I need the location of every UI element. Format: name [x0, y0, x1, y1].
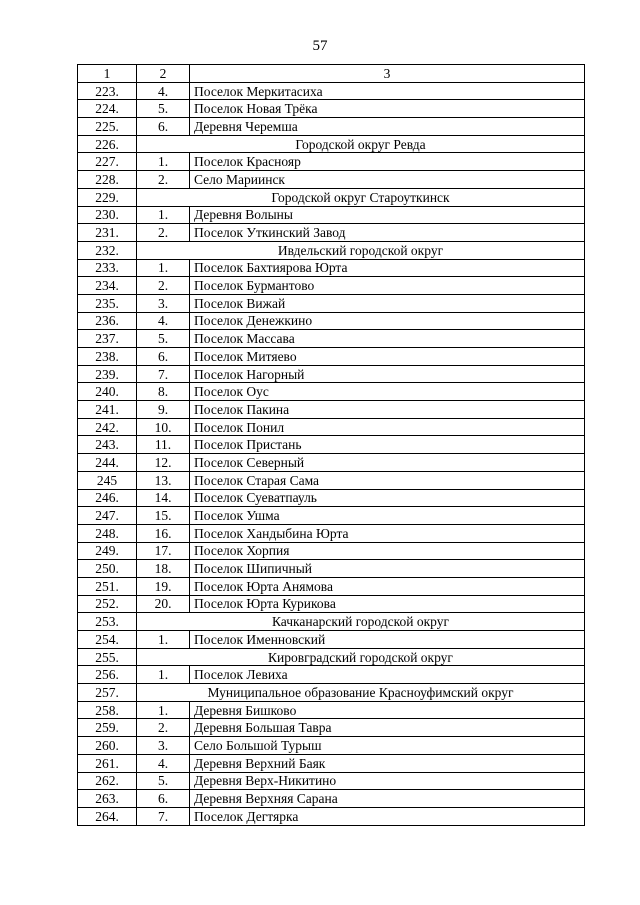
- row-number: 262.: [78, 772, 137, 790]
- row-number: 261.: [78, 754, 137, 772]
- settlement-name: Деревня Большая Тавра: [190, 719, 585, 737]
- settlement-name: Поселок Пакина: [190, 401, 585, 419]
- table-row: [78, 560, 585, 578]
- local-number: 1.: [137, 631, 190, 649]
- local-number: 16.: [137, 524, 190, 542]
- row-number: 240.: [78, 383, 137, 401]
- local-number: 5.: [137, 330, 190, 348]
- row-number: 238.: [78, 348, 137, 366]
- row-number: 258.: [78, 701, 137, 719]
- row-number: 254.: [78, 631, 137, 649]
- settlement-name: Поселок Шипичный: [190, 560, 585, 578]
- table-row: [78, 471, 585, 489]
- row-number: 253.: [78, 613, 137, 631]
- row-number: 250.: [78, 560, 137, 578]
- table-row: [78, 790, 585, 808]
- settlement-name: Поселок Меркитасиха: [190, 82, 585, 100]
- row-number: 233.: [78, 259, 137, 277]
- settlement-name: Деревня Верхний Баяк: [190, 754, 585, 772]
- local-number: 3.: [137, 737, 190, 755]
- local-number: 15.: [137, 507, 190, 525]
- section-row: [78, 684, 585, 702]
- row-number: 229.: [78, 188, 137, 206]
- local-number: 4.: [137, 754, 190, 772]
- section-title: Городской округ Ревда: [137, 135, 585, 153]
- settlement-name: Поселок Нагорный: [190, 365, 585, 383]
- header-col-1: 1: [78, 65, 137, 83]
- table-row: [78, 206, 585, 224]
- local-number: 1.: [137, 701, 190, 719]
- local-number: 7.: [137, 365, 190, 383]
- row-number: 237.: [78, 330, 137, 348]
- page-number: 57: [312, 38, 328, 54]
- local-number: 14.: [137, 489, 190, 507]
- table-row: [78, 294, 585, 312]
- row-number: 224.: [78, 100, 137, 118]
- row-number: 242.: [78, 418, 137, 436]
- settlement-name: Поселок Бахтиярова Юрта: [190, 259, 585, 277]
- row-number: 255.: [78, 648, 137, 666]
- settlement-name: Деревня Черемша: [190, 118, 585, 136]
- table-row: [78, 701, 585, 719]
- section-title: Ивдельский городской округ: [137, 241, 585, 259]
- row-number: 244.: [78, 454, 137, 472]
- row-number: 231.: [78, 224, 137, 242]
- row-number: 239.: [78, 365, 137, 383]
- row-number: 226.: [78, 135, 137, 153]
- settlement-name: Поселок Митяево: [190, 348, 585, 366]
- table-row: [78, 418, 585, 436]
- row-number: 248.: [78, 524, 137, 542]
- table-row: [78, 772, 585, 790]
- settlement-name: Поселок Юрта Анямова: [190, 577, 585, 595]
- table-row: [78, 82, 585, 100]
- local-number: 10.: [137, 418, 190, 436]
- table-row: [78, 153, 585, 171]
- settlement-name: Поселок Оус: [190, 383, 585, 401]
- row-number: 260.: [78, 737, 137, 755]
- local-number: 5.: [137, 772, 190, 790]
- settlement-name: Село Большой Турыш: [190, 737, 585, 755]
- table-row: [78, 277, 585, 295]
- local-number: 8.: [137, 383, 190, 401]
- table-row: [78, 666, 585, 684]
- settlement-name: Деревня Верх-Никитино: [190, 772, 585, 790]
- settlement-name: Поселок Левиха: [190, 666, 585, 684]
- row-number: 243.: [78, 436, 137, 454]
- local-number: 5.: [137, 100, 190, 118]
- local-number: 4.: [137, 82, 190, 100]
- row-number: 230.: [78, 206, 137, 224]
- settlement-name: Поселок Именновский: [190, 631, 585, 649]
- settlement-name: Поселок Уткинский Завод: [190, 224, 585, 242]
- row-number: 227.: [78, 153, 137, 171]
- row-number: 247.: [78, 507, 137, 525]
- section-title: Городской округ Староуткинск: [137, 188, 585, 206]
- settlement-name: Поселок Бурмантово: [190, 277, 585, 295]
- table-row: [78, 719, 585, 737]
- table-row: [78, 171, 585, 189]
- table-row: [78, 330, 585, 348]
- section-row: [78, 188, 585, 206]
- settlement-name: Поселок Дегтярка: [190, 807, 585, 825]
- table-row: [78, 524, 585, 542]
- table-row: [78, 224, 585, 242]
- local-number: 1.: [137, 259, 190, 277]
- row-number: 252.: [78, 595, 137, 613]
- header-col-2: 2: [137, 65, 190, 83]
- table-row: [78, 577, 585, 595]
- section-row: [78, 135, 585, 153]
- section-title: Кировградский городской округ: [137, 648, 585, 666]
- settlement-name: Поселок Денежкино: [190, 312, 585, 330]
- row-number: 241.: [78, 401, 137, 419]
- row-number: 245: [78, 471, 137, 489]
- local-number: 13.: [137, 471, 190, 489]
- local-number: 7.: [137, 807, 190, 825]
- local-number: 3.: [137, 294, 190, 312]
- local-number: 19.: [137, 577, 190, 595]
- settlements-table: [77, 64, 585, 826]
- settlement-name: Поселок Северный: [190, 454, 585, 472]
- table-row: [78, 754, 585, 772]
- settlement-name: Деревня Волыны: [190, 206, 585, 224]
- row-number: 228.: [78, 171, 137, 189]
- local-number: 9.: [137, 401, 190, 419]
- local-number: 11.: [137, 436, 190, 454]
- table-row: [78, 383, 585, 401]
- local-number: 6.: [137, 790, 190, 808]
- settlement-name: Поселок Массава: [190, 330, 585, 348]
- table-row: [78, 348, 585, 366]
- local-number: 6.: [137, 348, 190, 366]
- local-number: 2.: [137, 171, 190, 189]
- table-row: [78, 542, 585, 560]
- row-number: 251.: [78, 577, 137, 595]
- local-number: 6.: [137, 118, 190, 136]
- row-number: 223.: [78, 82, 137, 100]
- table-row: [78, 118, 585, 136]
- table-header-row: [78, 65, 585, 83]
- settlement-name: Поселок Суеватпауль: [190, 489, 585, 507]
- settlement-name: Поселок Старая Сама: [190, 471, 585, 489]
- section-row: [78, 648, 585, 666]
- local-number: 18.: [137, 560, 190, 578]
- settlement-name: Деревня Бишково: [190, 701, 585, 719]
- local-number: 2.: [137, 719, 190, 737]
- section-row: [78, 613, 585, 631]
- local-number: 1.: [137, 153, 190, 171]
- row-number: 257.: [78, 684, 137, 702]
- row-number: 246.: [78, 489, 137, 507]
- local-number: 2.: [137, 277, 190, 295]
- table-row: [78, 312, 585, 330]
- table-row: [78, 595, 585, 613]
- local-number: 12.: [137, 454, 190, 472]
- table-row: [78, 489, 585, 507]
- settlement-name: Поселок Пристань: [190, 436, 585, 454]
- local-number: 17.: [137, 542, 190, 560]
- settlement-name: Поселок Новая Трёка: [190, 100, 585, 118]
- table-row: [78, 100, 585, 118]
- settlement-name: Поселок Хандыбина Юрта: [190, 524, 585, 542]
- row-number: 225.: [78, 118, 137, 136]
- table-row: [78, 507, 585, 525]
- settlement-name: Поселок Юрта Курикова: [190, 595, 585, 613]
- local-number: 4.: [137, 312, 190, 330]
- section-title: Качканарский городской округ: [137, 613, 585, 631]
- row-number: 259.: [78, 719, 137, 737]
- local-number: 20.: [137, 595, 190, 613]
- table-row: [78, 259, 585, 277]
- settlement-name: Поселок Понил: [190, 418, 585, 436]
- header-col-3: 3: [190, 65, 585, 83]
- local-number: 1.: [137, 206, 190, 224]
- settlement-name: Село Мариинск: [190, 171, 585, 189]
- local-number: 1.: [137, 666, 190, 684]
- table-row: [78, 401, 585, 419]
- row-number: 232.: [78, 241, 137, 259]
- row-number: 263.: [78, 790, 137, 808]
- table-row: [78, 737, 585, 755]
- row-number: 236.: [78, 312, 137, 330]
- settlement-name: Поселок Ушма: [190, 507, 585, 525]
- table-row: [78, 365, 585, 383]
- row-number: 234.: [78, 277, 137, 295]
- section-title: Муниципальное образование Красноуфимский округ: [137, 684, 585, 702]
- row-number: 235.: [78, 294, 137, 312]
- row-number: 264.: [78, 807, 137, 825]
- settlement-name: Деревня Верхняя Сарана: [190, 790, 585, 808]
- local-number: 2.: [137, 224, 190, 242]
- table-row: [78, 454, 585, 472]
- settlement-name: Поселок Вижай: [190, 294, 585, 312]
- settlement-name: Поселок Краснояр: [190, 153, 585, 171]
- row-number: 256.: [78, 666, 137, 684]
- section-row: [78, 241, 585, 259]
- table-row: [78, 631, 585, 649]
- settlement-name: Поселок Хорпия: [190, 542, 585, 560]
- table-row: [78, 436, 585, 454]
- table-row: [78, 807, 585, 825]
- row-number: 249.: [78, 542, 137, 560]
